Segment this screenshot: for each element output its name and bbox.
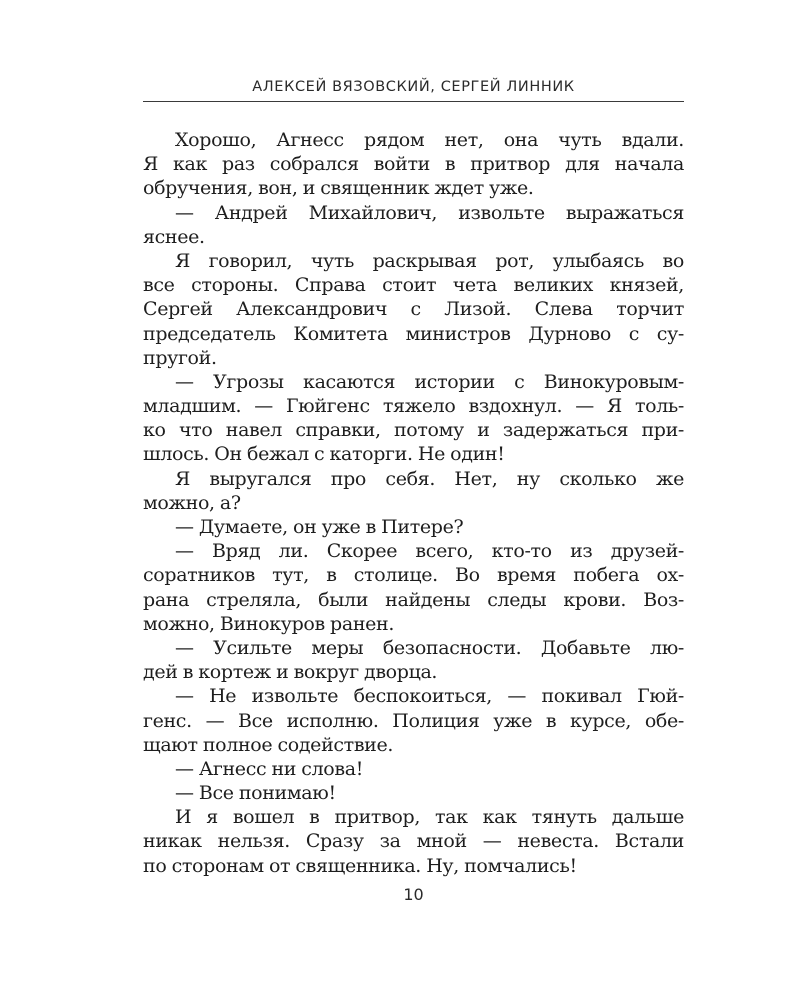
paragraph xyxy=(143,805,684,878)
text-line: — Не извольте беспокоиться, — покивал Гюй- xyxy=(175,685,684,708)
book-page xyxy=(143,0,684,1000)
text-line: — Усильте меры безопасности. Добавьте лю- xyxy=(175,636,684,659)
text-line: — Андрей Михайлович, извольте выражаться xyxy=(175,201,684,224)
text-line: ко что навел справки, потому и задержаться при- xyxy=(143,419,684,442)
text-line: Я как раз собрался войти в притвор для начала xyxy=(143,153,684,176)
text-line: шлось. Он бежал с каторги. Не один! xyxy=(143,443,505,466)
text-line: дей в кортеж и вокруг дворца. xyxy=(143,661,438,684)
header-rule xyxy=(143,101,684,102)
text-line: Сергей Александрович с Лизой. Слева торчит xyxy=(143,298,684,321)
paragraph xyxy=(143,636,684,684)
paragraph xyxy=(143,539,684,636)
text-line: соратников тут, в столице. Во время побега ох- xyxy=(143,564,684,587)
text-line: — Агнесс ни слова! xyxy=(175,757,363,780)
paragraph xyxy=(143,467,684,515)
text-line: И я вошел в притвор, так как тянуть дальше xyxy=(175,806,684,829)
text-line: обручения, вон, и священник ждет уже. xyxy=(143,177,534,200)
text-line: Я говорил, чуть раскрывая рот, улыбаясь во xyxy=(175,249,684,272)
text-line: председатель Комитета министров Дурново с су- xyxy=(143,322,684,345)
text-line: яснее. xyxy=(143,225,205,248)
text-line: можно, Винокуров ранен. xyxy=(143,612,395,635)
text-line: — Угрозы касаются истории с Винокуровым- xyxy=(175,370,684,393)
paragraph xyxy=(143,128,684,201)
text-line: — Вряд ли. Скорее всего, кто-то из друзей- xyxy=(175,540,684,563)
text-line: щают полное содействие. xyxy=(143,733,394,756)
text-line: рана стреляла, были найдены следы крови. Воз- xyxy=(143,588,684,611)
page-number: 10 xyxy=(403,885,424,904)
text-line: по сторонам от священника. Ну, помчались! xyxy=(143,854,577,877)
text-line: все стороны. Справа стоит чета великих князей, xyxy=(143,274,684,297)
paragraph xyxy=(143,757,684,781)
paragraph xyxy=(143,515,684,539)
paragraph xyxy=(143,201,684,249)
text-line: генс. — Все исполню. Полиция уже в курсе, обе- xyxy=(143,709,684,732)
body-text xyxy=(143,128,684,878)
paragraph xyxy=(143,370,684,467)
running-head: АЛЕКСЕЙ ВЯЗОВСКИЙ, СЕРГЕЙ ЛИННИК xyxy=(252,79,575,95)
text-line: — Думаете, он уже в Питере? xyxy=(175,516,464,538)
text-line: младшим. — Гюйгенс тяжело вздохнул. — Я толь- xyxy=(143,395,684,418)
paragraph xyxy=(143,684,684,757)
text-line: можно, а? xyxy=(143,491,241,514)
text-line: никак нельзя. Сразу за мной — невеста. Встали xyxy=(143,830,684,853)
paragraph xyxy=(143,781,684,805)
text-line: пругой. xyxy=(143,346,217,369)
text-line: — Все понимаю! xyxy=(175,782,336,805)
paragraph xyxy=(143,249,684,370)
text-line: Хорошо, Агнесс рядом нет, она чуть вдали. xyxy=(175,129,684,151)
text-line: Я выругался про себя. Нет, ну сколько же xyxy=(175,467,684,490)
